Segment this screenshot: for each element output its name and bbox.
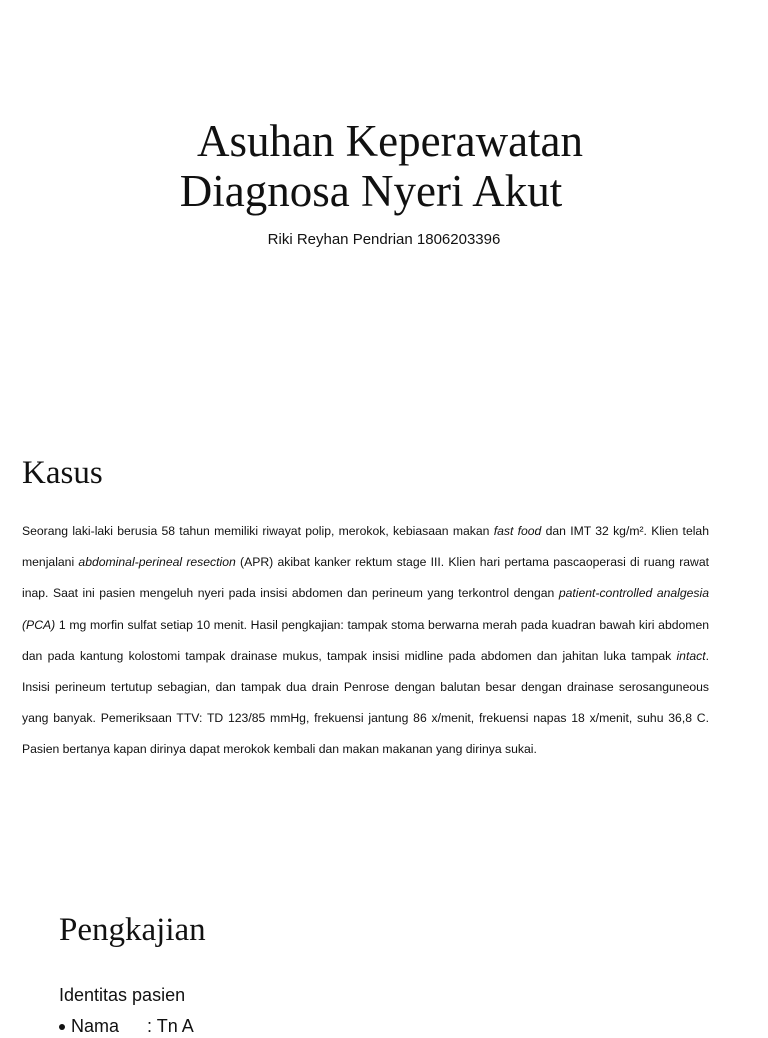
author-subtitle: Riki Reyhan Pendrian 1806203396 (267, 231, 501, 248)
title-slide (0, 0, 768, 420)
case-slide (0, 420, 768, 880)
assessment-heading: Pengkajian (59, 912, 206, 948)
case-text-part: (APR) akibat kanker rektum stage III. Klien hari pertama pascaoperasi di ruang rawat inap. Saat ini pasien mengeluh nyeri pada insisi abdomen dan perineum yang terkontrol dengan (22, 555, 709, 601)
presentation-title-line-1: Asuhan Keperawatan (196, 116, 584, 166)
patient-name-value: : Tn A (147, 1016, 194, 1036)
case-italic-term: fast food (493, 524, 542, 538)
case-italic-term: abdominal-perineal resection (78, 555, 236, 570)
presentation-title-line-2: Diagnosa Nyeri Akut (179, 166, 563, 216)
patient-identity-label: Identitas pasien (59, 985, 186, 1005)
case-text-part: dan IMT 32 kg/m². Klien telah menjalani (22, 524, 709, 570)
case-text-part: 1 mg morfin sulfat setiap 10 menit. Hasil pengkajian: tampak stoma berwarna merah pada kuadran bawah kiri abdomen dan pada kantung kolostomi tampak drainase mukus, tampak insisi midline pada abdomen dan jahitan luka tampak (22, 617, 709, 663)
case-italic-term: intact (676, 648, 706, 663)
bullet-dot-icon (59, 1024, 65, 1030)
case-heading: Kasus (22, 455, 103, 491)
case-paragraph (22, 516, 709, 766)
case-text-part: . Insisi perineum tertutup sebagian, dan tampak dua drain Penrose dengan balutan besar dengan drainase serosanguneous yang banyak. Pemeriksaan TTV: TD 123/85 mmHg, frekuensi jantung 86 x/menit, frekuensi napas 18 x/menit, suhu 36,8 C. Pasien bertanya kapan dirinya dapat merokok kembali dan makan makanan yang dirinya sukai. (22, 648, 709, 757)
case-text-part: Seorang laki-laki berusia 58 tahun memiliki riwayat polip, merokok, kebiasaan makan (22, 524, 494, 538)
patient-name-label: Nama (71, 1016, 120, 1036)
assessment-slide (0, 880, 768, 1036)
case-italic-term: patient-controlled analgesia (PCA) (22, 586, 709, 632)
patient-name-item (59, 1014, 194, 1038)
